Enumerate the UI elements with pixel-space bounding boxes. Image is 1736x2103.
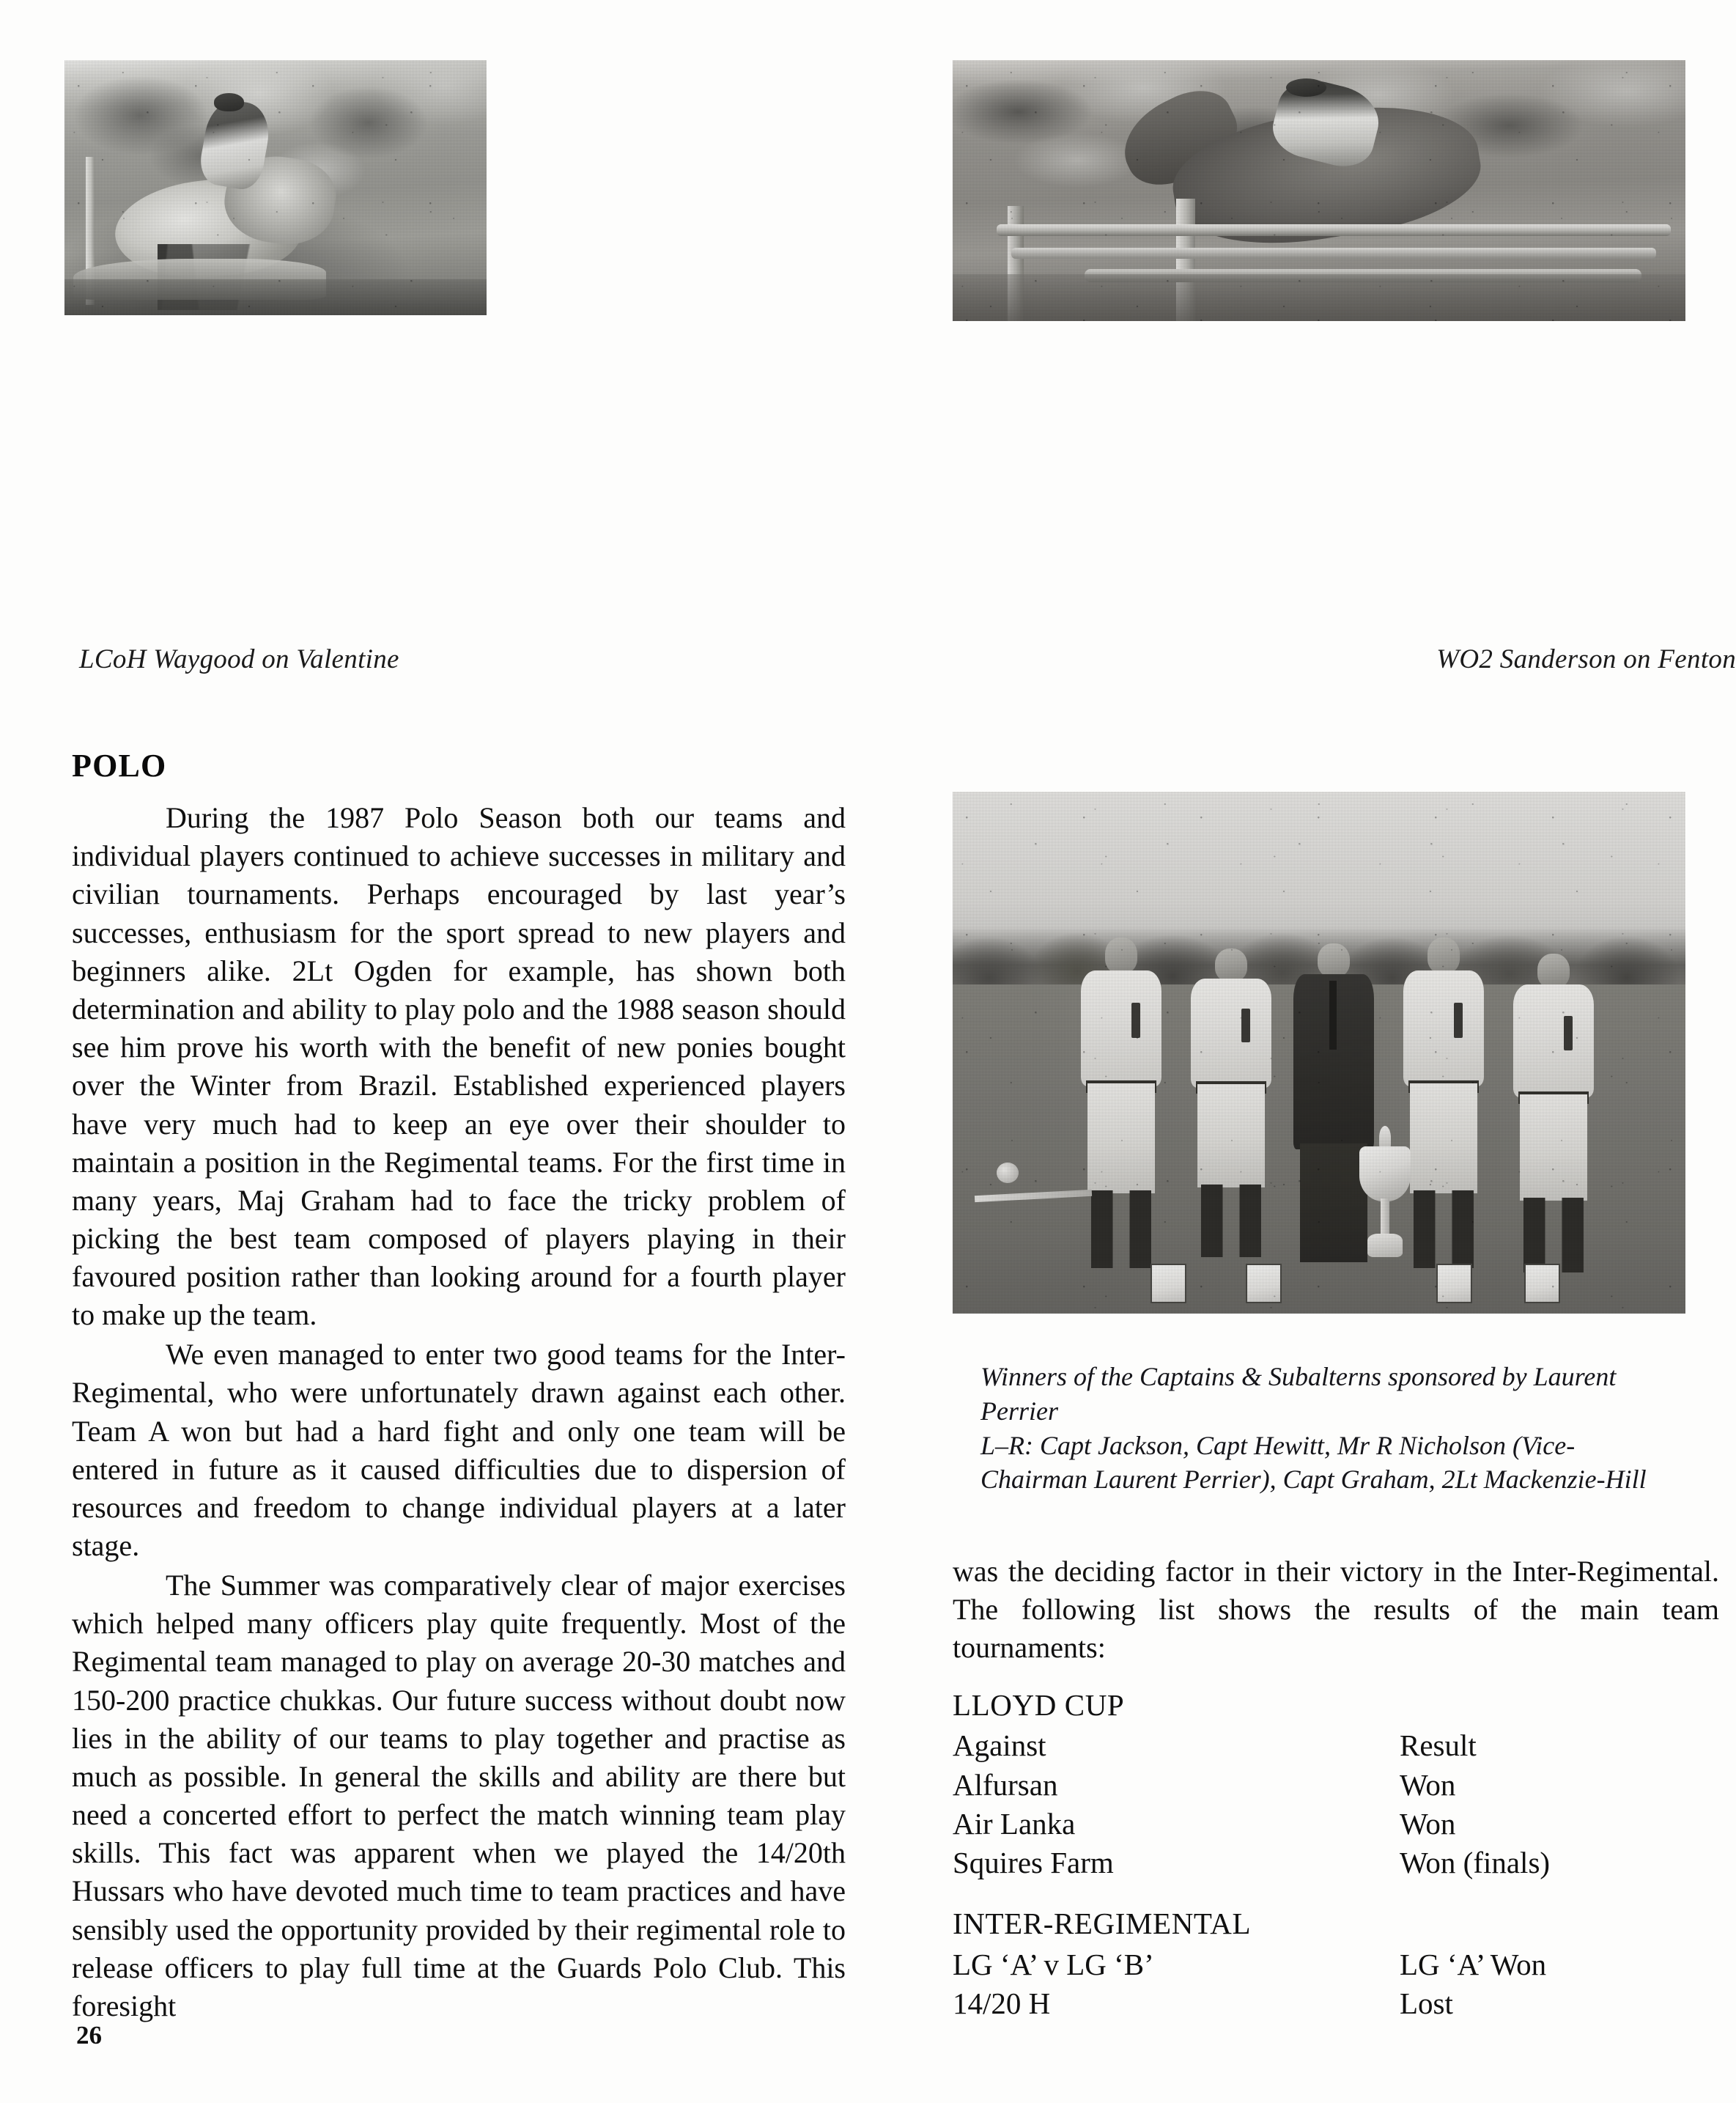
trophy-cup — [1356, 1126, 1414, 1272]
player-head — [1427, 938, 1459, 973]
player-figure — [1510, 954, 1598, 1267]
top-rail — [997, 224, 1671, 236]
player-trousers — [1197, 1084, 1264, 1187]
ground-area — [953, 274, 1685, 321]
trophy-base — [1367, 1234, 1403, 1257]
shirt-number — [1454, 1003, 1463, 1039]
trophy-bowl — [1359, 1146, 1411, 1202]
section-spacer — [953, 1882, 1722, 1904]
opponent-name: Alfursan — [953, 1767, 1058, 1802]
shirt-number — [1564, 1016, 1573, 1050]
horse-jumping-rails-photo — [953, 60, 1685, 321]
inter-regimental-title: INTER-REGIMENTAL — [953, 1907, 1252, 1941]
caption-line: Chairman Laurent Perrier), Capt Graham, 2Lt Mackenzie-Hill — [980, 1465, 1647, 1495]
column-header-against: Against — [953, 1728, 1046, 1763]
player-boots — [1523, 1198, 1584, 1273]
player-head — [1105, 938, 1137, 973]
paragraph: was the deciding factor in their victory in the Inter-Regimental. The following list shows the results of the main team tournaments: — [953, 1555, 1719, 1665]
table-row — [953, 1844, 1722, 1882]
riding-helmet — [1286, 78, 1326, 97]
player-shirt — [1081, 971, 1161, 1087]
sky-area — [953, 792, 1685, 949]
match-result: Lost — [1400, 1986, 1453, 2021]
name-card — [1150, 1264, 1186, 1303]
cross-country-rider-photo — [64, 60, 487, 315]
player-shirt — [1403, 971, 1484, 1087]
caption-line: Perrier — [980, 1396, 1058, 1426]
page-number: 26 — [76, 2021, 102, 2049]
player-figure — [1077, 938, 1165, 1261]
player-figure — [1187, 949, 1275, 1251]
opponent-name: LG ‘A’ v LG ‘B’ — [953, 1947, 1154, 1981]
player-head — [1537, 954, 1569, 988]
page-title: POLO — [72, 748, 167, 784]
player-boots — [1091, 1190, 1151, 1268]
opponent-name: Squires Farm — [953, 1846, 1114, 1880]
sponsor-tie — [1329, 981, 1337, 1050]
name-card — [1246, 1264, 1282, 1303]
table-row — [953, 1766, 1722, 1805]
middle-rail — [1011, 248, 1656, 258]
table-row — [953, 1984, 1722, 2023]
match-result: LG ‘A’ Won — [1400, 1947, 1547, 1981]
sponsor-head — [1318, 943, 1349, 978]
player-trousers — [1410, 1083, 1477, 1193]
name-card — [1436, 1264, 1472, 1303]
player-head — [1215, 949, 1246, 981]
trophy-lid — [1379, 1126, 1391, 1149]
results-header-row — [953, 1726, 1722, 1765]
riding-helmet — [214, 93, 243, 111]
paragraph: During the 1987 Polo Season both our teams and individual players continued to achieve successes in military and civilian tournaments. Perhaps encouraged by last year’s successes, enthusiasm for the sport spread to new players and beginners alike. 2Lt Ogden for example, has shown both determination and ability to play polo and the 1988 season should see him prove his worth with the benefit of new ponies bought over the Winter from Brazil. Established experienced players have very much had to keep an eye over their shoulder to maintain a position in the Regimental teams. For the first time in many years, Maj Graham had to face the tricky problem of picking the best team composed of players playing in their favoured position rather than looking around for a fourth player to make up the team. — [72, 801, 846, 1332]
table-row — [953, 1945, 1722, 1984]
caption-line: Winners of the Captains & Subalterns sponsored by Laurent — [980, 1362, 1617, 1391]
opponent-name: Air Lanka — [953, 1806, 1076, 1841]
caption-line: L–R: Capt Jackson, Capt Hewitt, Mr R Nicholson (Vice- — [980, 1430, 1576, 1460]
name-card — [1524, 1264, 1560, 1303]
paragraph: The Summer was comparatively clear of major exercises which helped many officers play quite frequently. Most of the Regimental team managed to play on average 20-30 matches and 150-200 practice chukkas. Our future success without doubt now lies in the ability of our teams to play together and practise as much as possible. In general the skills and ability are there but need a concerted effort to perfect the match winning team play skills. This fact was apparent when we played the 14/20th Hussars who have devoted much time to team practices and have sensibly used the opportunity provided by their regimental role to release officers to play full time at the Guards Polo Club. This foresight — [72, 1568, 846, 2022]
caption-sanderson: WO2 Sanderson on Fenton — [1436, 644, 1736, 674]
shirt-number — [1241, 1009, 1250, 1042]
polo-ball — [997, 1163, 1019, 1183]
match-result: Won — [1400, 1806, 1456, 1841]
trophy-stem — [1381, 1198, 1390, 1237]
table-row — [953, 1805, 1722, 1844]
player-trousers — [1087, 1083, 1154, 1193]
lloyd-cup-title: LLOYD CUP — [953, 1688, 1125, 1722]
caption-polo-team — [980, 1360, 1736, 1497]
opponent-name: 14/20 H — [953, 1986, 1051, 2021]
player-boots — [1201, 1185, 1261, 1257]
match-result: Won (finals) — [1400, 1846, 1551, 1880]
polo-team-winners-photo — [953, 792, 1685, 1314]
ground-area — [64, 279, 487, 315]
player-shirt — [1191, 979, 1271, 1088]
player-shirt — [1513, 984, 1594, 1097]
column-header-result: Result — [1400, 1728, 1477, 1763]
shirt-number — [1131, 1003, 1140, 1039]
match-result: Won — [1400, 1767, 1456, 1802]
player-trousers — [1520, 1094, 1587, 1201]
right-column-body — [953, 1553, 1719, 1668]
paragraph: We even managed to enter two good teams for the Inter-Regimental, who were unfortunately drawn against each other. Team A won but had a hard fight and only one team will be entered in future as it caused difficulties due to dispersion of resources and freedom to change individual players at a later stage. — [72, 1338, 846, 1563]
caption-waygood: LCoH Waygood on Valentine — [79, 644, 399, 674]
left-column-body — [72, 799, 846, 2027]
player-boots — [1414, 1190, 1474, 1268]
tournament-results — [953, 1686, 1722, 2023]
